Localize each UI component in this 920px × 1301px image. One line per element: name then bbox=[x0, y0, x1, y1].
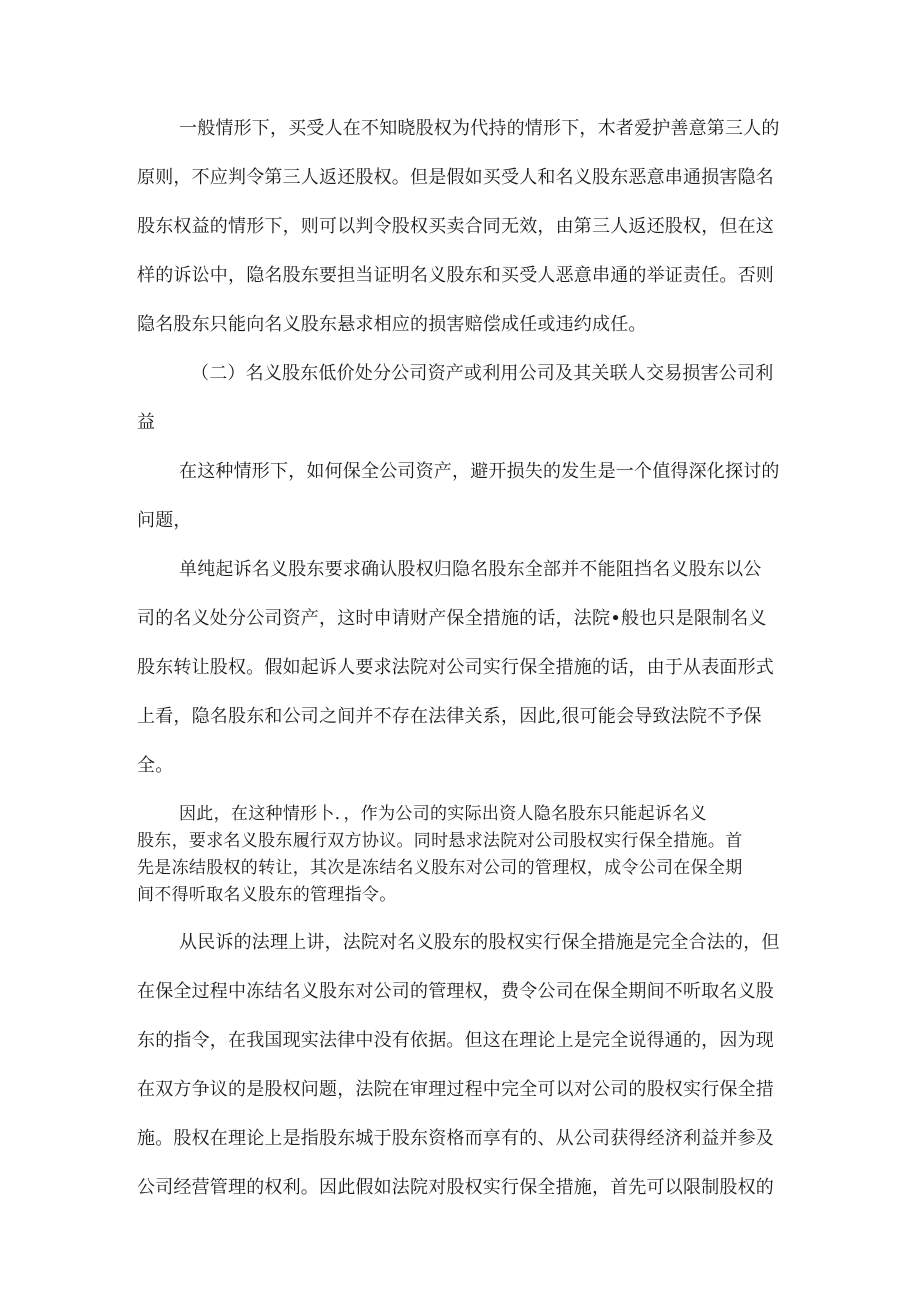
text-line: 东的指令，在我国现实法律中没有依据。但这在理论上是完全说得通的，因为现 bbox=[137, 1030, 774, 1051]
section-heading-line: （二）名义股东低价处分公司资产或利用公司及其关联人交易损害公司利 bbox=[191, 363, 774, 384]
text-line: 先是冻结股权的转让，其次是冻结名义股东对公司的管理权，成令公司在保全期 bbox=[137, 858, 743, 878]
text-line: 在保全过程中冻结名义股东对公司的管理权，费令公司在保全期间不听取名义股 bbox=[137, 981, 774, 1002]
text-line: 上看，隐名股东和公司之间并不存在法律关系，因此,很可能会导致法院不予保 bbox=[137, 706, 762, 727]
text-line: 原则，不应判令第三人返还股权。但是假如买受人和名义股东恶意串通损害隐名 bbox=[137, 167, 774, 188]
text-line: 司的名义处分公司资产，这时申请财产保全措施的话，法院•般也只是限制名义 bbox=[137, 608, 767, 629]
text-line: 股东，要求名义股东履行双方协议。同时悬求法院对公司股权实行保全措施。首 bbox=[137, 831, 743, 851]
text-line: 股东转让股权。假如起诉人要求法院对公司实行保全措施的话，由于从表面形式 bbox=[137, 657, 774, 678]
text-line: 单纯起诉名义股东要求确认股权归隐名股东全部并不能阻挡名义股东以公 bbox=[179, 559, 762, 580]
section-heading-line: 益 bbox=[137, 412, 156, 433]
text-line: 问题， bbox=[137, 510, 192, 531]
text-line: 在这种情形下，如何保全公司资产，避开损失的发生是一个值得深化探讨的 bbox=[179, 461, 780, 482]
text-line: 全。 bbox=[137, 755, 174, 776]
text-line: 一般情形下，买受人在不知晓股权为代持的情形下，木者爱护善意第三人的 bbox=[179, 118, 780, 139]
text-line: 间不得听取名义股东的管理指令。 bbox=[137, 885, 397, 905]
text-line: 从民诉的法理上讲，法院对名义股东的股权实行保全措施是完全合法的，但 bbox=[179, 932, 780, 953]
text-line: 在双方争议的是股权问题，法院在审理过程中完全可以对公司的股权实行保全措 bbox=[137, 1079, 774, 1100]
text-line: 施。股权在理论上是指股东城于股东资格而享有的、从公司获得经济利益并参及 bbox=[137, 1128, 774, 1149]
text-line: 因此，在这种情形卜．，作为公司的实际出资人隐名股东只能起诉名义 bbox=[179, 804, 707, 824]
text-line: 隐名股东只能向名义股东悬求相应的损害赔偿成任或违约成任。 bbox=[137, 314, 647, 335]
text-line: 样的诉讼中，隐名股东要担当证明名义股东和买受人恶意串通的举证责任。否则 bbox=[137, 265, 774, 286]
text-line: 股东权益的情形下，则可以判令股权买卖合同无效，由第三人返还股权，但在这 bbox=[137, 216, 774, 237]
text-line: 公司经营管理的权利。因此假如法院对股权实行保全措施，首先可以限制股权的 bbox=[137, 1177, 774, 1198]
